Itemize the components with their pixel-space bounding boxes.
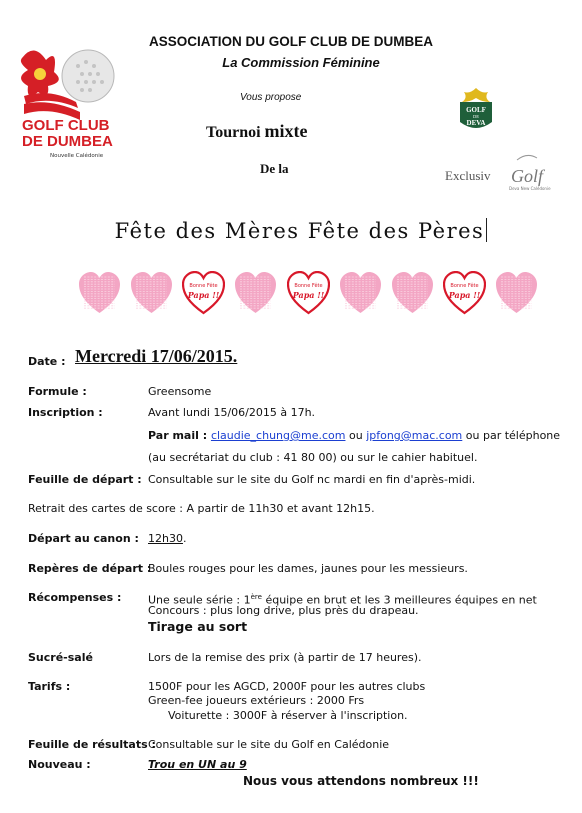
pink-heart-icon — [391, 271, 434, 317]
depart-canon-value — [148, 532, 186, 545]
tournoi-heading — [206, 121, 308, 142]
hearts-row — [78, 271, 538, 321]
heart-bonne-fete-text: Bonne Fête — [189, 283, 218, 289]
heart-papa-text: Papa !! — [292, 290, 324, 300]
date-label: Date : — [28, 355, 66, 368]
email-link-jpfong[interactable]: jpfong@mac.com — [366, 429, 463, 442]
nouveau-value: Trou en UN au 9 — [148, 758, 247, 771]
golf-de-deva-logo — [458, 88, 494, 134]
pink-heart-icon — [495, 271, 538, 317]
de-la-text: De la — [260, 161, 289, 176]
logo-line2: DE DUMBEA — [22, 133, 113, 150]
inscription-line2 — [148, 429, 560, 442]
exclusiv-golf-logo — [443, 150, 573, 192]
recomp-sup: ère — [250, 593, 262, 601]
formule-value: Greensome — [148, 385, 212, 398]
recomp-serie: Une seule série : 1 — [148, 593, 251, 607]
deva-line1: GOLF — [466, 106, 486, 114]
event-title-text: Fête des Mères Fête des Pères — [114, 219, 485, 243]
feuille-depart-label: Feuille de départ : — [28, 473, 142, 486]
sucre-sale-label: Sucré-salé — [28, 651, 93, 664]
logo-line1: GOLF CLUB — [22, 117, 110, 134]
propose-text: Vous propose — [240, 92, 302, 103]
tarifs-line1: 1500F pour les AGCD, 2000F pour les autres clubs — [148, 680, 426, 693]
inscription-label: Inscription : — [28, 406, 103, 419]
association-title: ASSOCIATION DU GOLF CLUB DE DUMBEA — [149, 34, 433, 49]
tarifs-line2: Green-fee joueurs extérieurs : 2000 Frs — [148, 694, 365, 707]
exclusiv-golf-text: Golf — [511, 166, 544, 186]
email-link-claudie[interactable]: claudie_chung@me.com — [210, 429, 346, 442]
nouveau-label: Nouveau : — [28, 758, 91, 771]
depart-dot: . — [182, 532, 187, 545]
bonne-fete-papa-heart-icon — [287, 271, 330, 317]
recompenses-line2: Concours : plus long drive, plus près du drapeau. — [148, 604, 419, 617]
recompenses-label: Récompenses : — [28, 591, 122, 604]
resultats-value: Consultable sur le site du Golf en Calédonie — [148, 738, 390, 751]
bonne-fete-papa-heart-icon — [443, 271, 486, 317]
ou-text: ou — [345, 429, 367, 442]
golf-club-dumbea-logo — [20, 38, 120, 160]
pink-heart-icon — [78, 271, 121, 317]
heart-bonne-fete-text: Bonne Fête — [293, 283, 323, 289]
recomp-equipes: équipe en brut et les 3 meilleures équipes en net — [261, 593, 537, 607]
tirage-au-sort: Tirage au sort — [148, 619, 248, 634]
date-value: Mercredi 17/06/2015. — [75, 346, 238, 366]
tarifs-label: Tarifs : — [28, 680, 71, 693]
reperes-label: Repères de départ : — [28, 562, 152, 575]
inscription-line3: (au secrétariat du club : 41 80 00) ou sur le cahier habituel. — [148, 451, 478, 464]
par-mail-label: Par mail : — [148, 429, 211, 442]
text-cursor — [486, 218, 487, 242]
feuille-depart-value: Consultable sur le site du Golf nc mardi en fin d'après-midi. — [148, 473, 476, 486]
heart-papa-text: Papa !! — [187, 290, 220, 300]
par-telephone-text: ou par téléphone — [462, 429, 561, 442]
commission-subtitle: La Commission Féminine — [222, 55, 380, 70]
retrait-cartes: Retrait des cartes de score : A partir de 11h30 et avant 12h15. — [28, 502, 375, 515]
pink-heart-icon — [234, 271, 277, 317]
sucre-sale-value: Lors de la remise des prix (à partir de 17 heures). — [148, 651, 422, 664]
deva-line2: DE — [473, 114, 479, 119]
tarifs-line3: Voiturette : 3000F à réserver à l'inscription. — [168, 709, 408, 722]
resultats-label: Feuille de résultats : — [28, 738, 156, 751]
tournoi-word: Tournoi — [206, 124, 261, 141]
pink-heart-icon — [130, 271, 173, 317]
depart-canon-label: Départ au canon : — [28, 532, 139, 545]
bonne-fete-papa-heart-icon — [182, 271, 225, 317]
inscription-line1: Avant lundi 15/06/2015 à 17h. — [148, 406, 316, 419]
closing-message: Nous vous attendons nombreux !!! — [243, 774, 479, 788]
event-title — [0, 218, 582, 243]
formule-label: Formule : — [28, 385, 87, 398]
heart-papa-text: Papa !! — [448, 290, 481, 300]
deva-line3: DEVA — [466, 119, 486, 127]
depart-time: 12h30 — [148, 532, 183, 545]
reperes-value: Boules rouges pour les dames, jaunes pour les messieurs. — [148, 562, 468, 575]
heart-bonne-fete-text: Bonne Fête — [450, 283, 479, 289]
exclusiv-text: Exclusiv — [445, 168, 491, 183]
mixte-word: mixte — [264, 121, 308, 141]
logo-line3: Nouvelle Calédonie — [50, 153, 104, 159]
pink-heart-icon — [339, 271, 382, 317]
exclusiv-sub: Deva New Calédonie — [509, 186, 551, 191]
